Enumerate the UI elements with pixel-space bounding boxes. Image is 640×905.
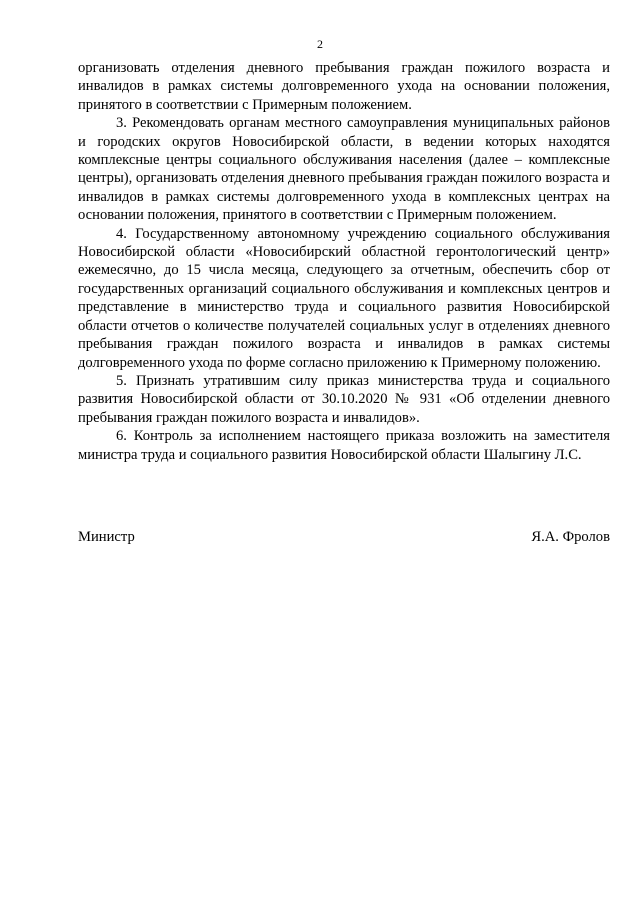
signature-block [78,528,610,548]
paragraph-continuation: организовать отделения дневного пребывания граждан пожилого возраста и инвалидов в рамках системы долговременного ухода на основании положения, принятого в соответствии с Примерным положением. [78,60,610,113]
signatory-name: Я.А. Фролов [531,529,610,545]
paragraph-item-4: 4. Государственному автономному учреждению социального обслуживания Новосибирской области «Новосибирский областной геронтологический центр» ежемесячно, до 15 числа месяца, следующего за отчетным, обеспечить сбор от государственных организаций социального обслуживания и комплексных центров и представление в министерство труда и социального развития Новосибирской области отчетов о количестве получателей социальных услуг в отделениях дневного пребывания граждан пожилого возраста и инвалидов в рамках системы долговременного ухода по форме согласно приложению к Примерному положению. [78,225,610,371]
page-number: 2 [317,37,323,51]
signatory-role: Министр [78,529,135,545]
document-body [78,59,610,464]
paragraph-item-3: 3. Рекомендовать органам местного самоуправления муниципальных районов и городских округов Новосибирской области, в ведении которых находятся комплексные центры социального обслуживания населения (далее – комплексные центры), организовать отделения дневного пребывания граждан пожилого возраста и инвалидов в рамках системы долговременного ухода в комплексных центрах на основании положения, принятого в соответствии с Примерным положением. [78,115,610,224]
paragraph-item-6: 6. Контроль за исполнением настоящего приказа возложить на заместителя министра труда и социального развития Новосибирской области Шалыгину Л.С. [78,428,610,463]
paragraph-item-5: 5. Признать утратившим силу приказ министерства труда и социального развития Новосибирской области от 30.10.2020 № 931 «Об отделении дневного пребывания граждан пожилого возраста и инвалидов». [78,372,610,426]
